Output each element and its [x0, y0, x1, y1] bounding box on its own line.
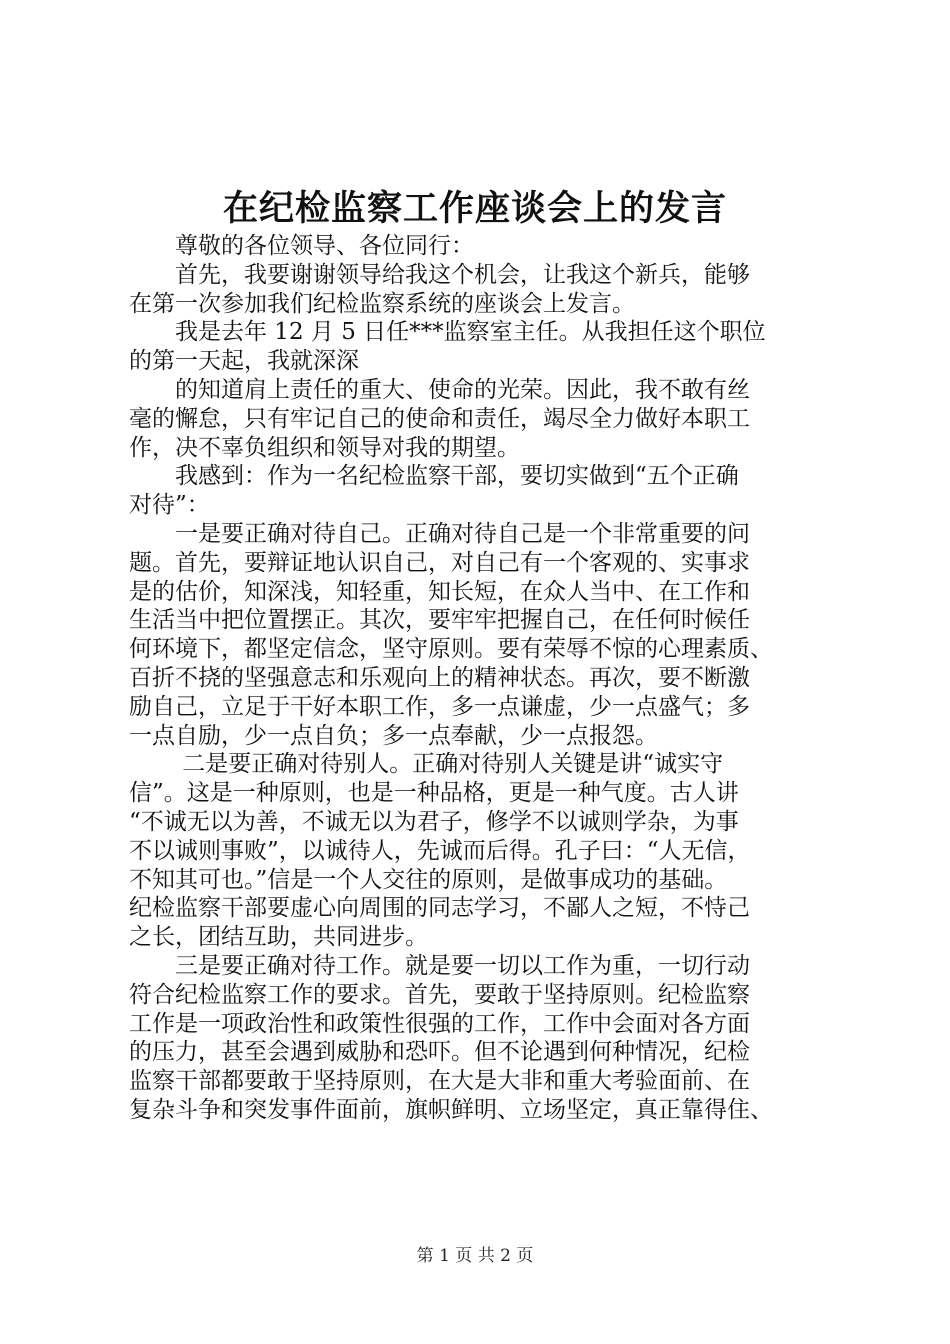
text-line: 二是要正确对待别人。正确对待别人关键是讲“诚实守 [129, 751, 724, 778]
text-line: 一点自励，少一点自负；多一点奉献，少一点报怨。 [129, 722, 658, 749]
text-line: 纪检监察干部要虚心向周围的同志学习，不鄙人之短，不恃己 [129, 895, 750, 922]
document-body [129, 232, 829, 1125]
text-line: 生活当中把位置摆正。其次，要牢牢把握自己，在任何时候任 [129, 607, 750, 634]
text-line: 工作是一项政治性和政策性很强的工作，工作中会面对各方面 [129, 1010, 750, 1037]
text-line: 的第一天起，我就深深 [129, 348, 359, 375]
text-line: “不诚无以为善，不诚无以为君子，修学不以诚则学杂，为事 [129, 808, 739, 835]
text-line: 三是要正确对待工作。就是要一切以工作为重，一切行动 [129, 952, 750, 979]
text-line: 首先，我要谢谢领导给我这个机会，让我这个新兵，能够 [129, 261, 750, 288]
text-line: 励自己，立足于干好本职工作，多一点谦虚，少一点盛气；多 [129, 693, 750, 720]
page-footer: 第 1 页 共 2 页 [416, 1246, 534, 1266]
text-line: 作，决不辜负组织和领导对我的期望。 [129, 434, 520, 461]
text-line: 是的估价，知深浅，知轻重，知长短，在众人当中、在工作和 [129, 578, 750, 605]
text-line: 我感到：作为一名纪检监察干部，要切实做到“五个正确 [129, 463, 739, 490]
document-title: 在纪检监察工作座谈会上的发言 [222, 188, 727, 229]
text-line: 一是要正确对待自己。正确对待自己是一个非常重要的问 [129, 520, 750, 547]
text-line: 的知道肩上责任的重大、使命的光荣。因此，我不敢有丝 [129, 376, 750, 403]
text-line: 我是去年 12 月 5 日任***监察室主任。从我担任这个职位 [129, 319, 766, 346]
text-line: 复杂斗争和突发事件面前，旗帜鲜明、立场坚定，真正靠得住、 [129, 1096, 773, 1123]
text-line: 在第一次参加我们纪检监察系统的座谈会上发言。 [129, 290, 635, 317]
text-line: 不知其可也。”信是一个人交往的原则，是做事成功的基础。 [129, 866, 728, 893]
text-line: 监察干部都要敢于坚持原则，在大是大非和重大考验面前、在 [129, 1068, 750, 1095]
text-line: 信”。这是一种原则，也是一种品格，更是一种气度。古人讲 [129, 780, 739, 807]
text-line: 对待”： [129, 492, 210, 519]
text-line: 符合纪检监察工作的要求。首先，要敢于坚持原则。纪检监察 [129, 981, 750, 1008]
text-line: 不以诚则事败”，以诚待人，先诚而后得。孔子曰：“人无信， [129, 837, 751, 864]
text-line: 尊敬的各位领导、各位同行： [129, 233, 474, 259]
text-line: 何环境下，都坚定信念，坚守原则。要有荣辱不惊的心理素质、 [129, 636, 773, 663]
text-line: 的压力，甚至会遇到威胁和恐吓。但不论遇到何种情况，纪检 [129, 1039, 750, 1066]
text-line: 题。首先，要辩证地认识自己，对自己有一个客观的、实事求 [129, 549, 750, 576]
text-line: 之长，团结互助，共同进步。 [129, 924, 428, 951]
text-line: 百折不挠的坚强意志和乐观向上的精神状态。再次，要不断激 [129, 664, 750, 691]
text-line: 毫的懈怠，只有牢记自己的使命和责任，竭尽全力做好本职工 [129, 405, 750, 432]
